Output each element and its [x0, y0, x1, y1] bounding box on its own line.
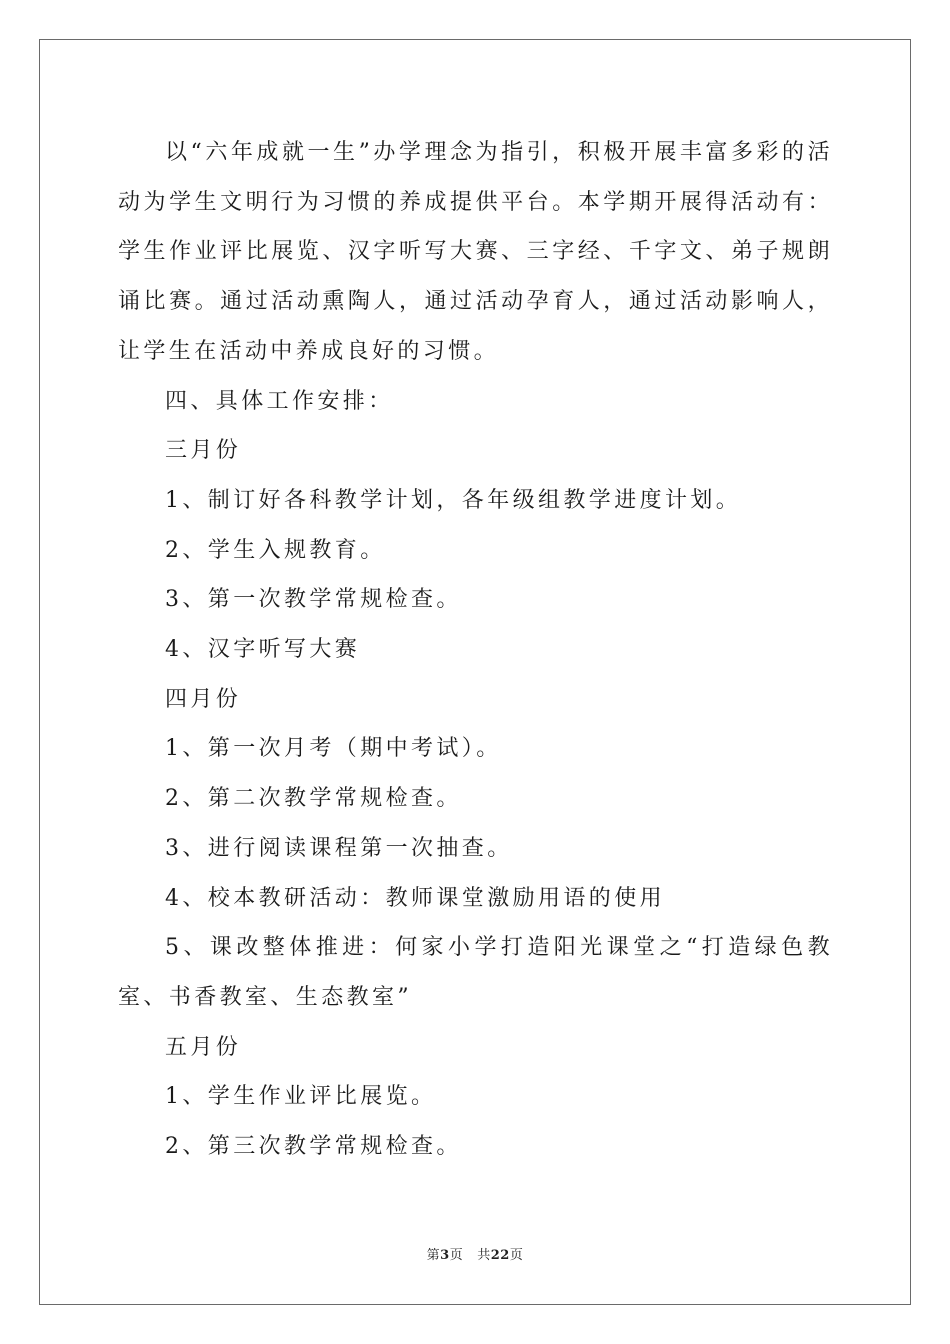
list-item: 4、校本教研活动：教师课堂激励用语的使用 — [165, 885, 665, 911]
list-item: 2、第三次教学常规检查。 — [165, 1134, 462, 1160]
page-footer — [0, 1247, 950, 1265]
list-item: 3、进行阅读课程第一次抽查。 — [165, 835, 513, 861]
list-item: 5、课改整体推进：何家小学打造阳光课堂之“打造绿色教室、书香教室、生态教室” — [118, 935, 833, 1010]
document-body — [118, 128, 833, 1172]
section-heading-schedule: 四、具体工作安排： — [165, 388, 394, 414]
month-heading-april: 四月份 — [165, 686, 242, 712]
paragraph-activities: 以“六年成就一生”办学理念为指引，积极开展丰富多彩的活动为学生文明行为习惯的养成提供平台。本学期开展得活动有：学生作业评比展览、汉字听写大赛、三字经、千字文、弟子规朗诵比赛。通过活动熏陶人，通过活动孕育人，通过活动影响人，让学生在活动中养成良好的习惯。 — [118, 140, 833, 364]
list-item: 2、学生入规教育。 — [165, 537, 386, 563]
list-item: 1、制订好各科教学计划，各年级组教学进度计划。 — [165, 487, 742, 513]
list-item: 2、第二次教学常规检查。 — [165, 786, 462, 812]
total-suffix: 页 — [509, 1248, 524, 1263]
page-suffix: 页 — [449, 1248, 464, 1263]
total-pages: 22 — [490, 1248, 510, 1263]
page-number: 3 — [440, 1248, 450, 1263]
month-heading-may: 五月份 — [165, 1034, 242, 1060]
list-item: 1、学生作业评比展览。 — [165, 1084, 437, 1110]
list-item: 1、第一次月考（期中考试）。 — [165, 736, 502, 762]
total-prefix: 共 — [477, 1248, 491, 1263]
list-item: 3、第一次教学常规检查。 — [165, 587, 462, 613]
month-heading-march: 三月份 — [165, 438, 242, 464]
list-item: 4、汉字听写大赛 — [165, 637, 361, 663]
page-prefix: 第 — [426, 1248, 441, 1263]
